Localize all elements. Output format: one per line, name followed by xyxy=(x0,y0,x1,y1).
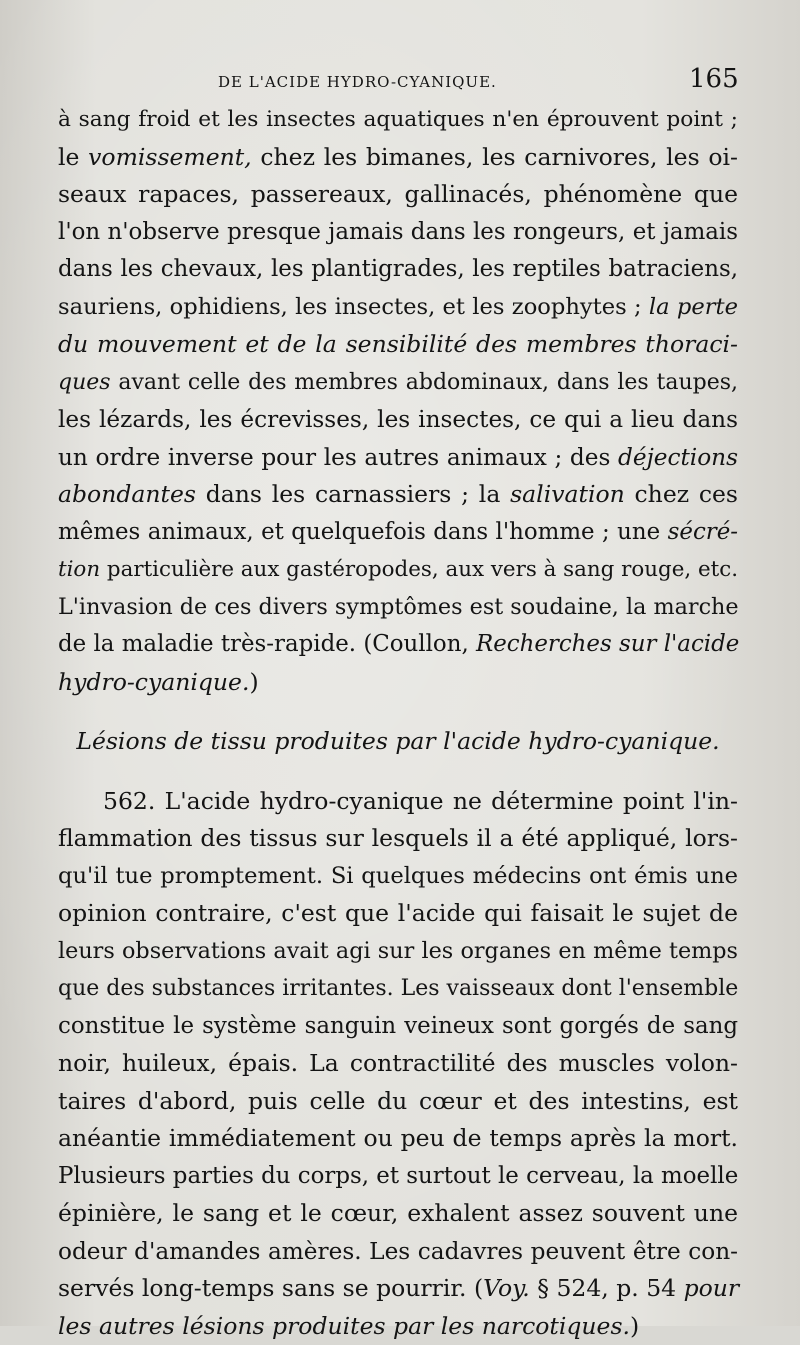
text-segment: chez les bimanes, les carnivores, les oi- xyxy=(252,143,738,171)
paragraph-symptoms xyxy=(58,101,738,701)
italic-text: abondantes xyxy=(58,480,196,508)
text-segment: que des substances irritantes. Les vaisseaux dont l'ensemble xyxy=(58,976,738,1001)
italic-text: les autres lésions produites par les narcotiques. xyxy=(58,1312,630,1340)
text-line xyxy=(58,820,738,858)
text-line xyxy=(58,1233,738,1271)
text-segment: sauriens, ophidiens, les insectes, et les zoophytes ; xyxy=(58,294,649,320)
text-line xyxy=(58,1045,738,1083)
text-line xyxy=(58,176,738,214)
italic-text: du mouvement et de la sensibilité des membres thoraci- xyxy=(58,330,738,358)
text-line xyxy=(58,326,738,364)
text-segment: ) xyxy=(630,1312,639,1340)
body-text xyxy=(58,101,738,1345)
text-segment: particulière aux gastéropodes, aux vers à sang rouge, etc. xyxy=(100,557,738,582)
italic-text: Recherches sur l'acide xyxy=(476,631,739,657)
text-segment: anéantie immédiatement ou peu de temps après la mort. xyxy=(58,1124,738,1152)
text-line xyxy=(58,933,738,971)
text-segment: l'on n'observe presque jamais dans les rongeurs, et jamais xyxy=(58,219,738,245)
text-segment: un ordre inverse pour les autres animaux ; des xyxy=(58,444,618,471)
text-segment: § 524, p. 54 xyxy=(530,1274,684,1302)
text-line xyxy=(58,101,738,139)
italic-text: la perte xyxy=(649,294,738,320)
text-segment: noir, huileux, épais. La contractilité des muscles volon- xyxy=(58,1049,738,1077)
text-segment: dans les carnassiers ; la xyxy=(196,480,510,508)
text-segment: les lézards, les écrevisses, les insectes, ce qui a lieu dans xyxy=(58,406,738,433)
text-segment: ) xyxy=(249,668,258,696)
text-segment: flammation des tissus sur lesquels il a été appliqué, lors- xyxy=(58,824,738,852)
text-line xyxy=(58,1308,738,1345)
text-segment: L'invasion de ces divers symptômes est soudaine, la marche xyxy=(58,594,739,620)
text-segment: chez ces xyxy=(625,480,738,508)
text-segment: odeur d'amandes amères. Les cadavres peuvent être con- xyxy=(58,1238,738,1265)
paragraph-lesions xyxy=(58,783,738,1345)
italic-text: tion xyxy=(58,557,100,582)
text-segment: leurs observations avait agi sur les organes en même temps xyxy=(58,938,738,964)
italic-text: sécré- xyxy=(668,519,738,545)
italic-text: hydro-cyanique. xyxy=(58,668,249,696)
text-line xyxy=(58,514,738,552)
text-segment: seaux rapaces, passereaux, gallinacés, phénomène que xyxy=(58,180,738,208)
text-segment: avant celle des membres abdominaux, dans les taupes, xyxy=(111,370,738,395)
text-line xyxy=(58,476,738,514)
text-line xyxy=(58,251,738,289)
text-segment: mêmes animaux, et quelquefois dans l'homme ; une xyxy=(58,519,668,545)
text-segment: le xyxy=(58,143,88,171)
text-segment: dans les chevaux, les plantigrades, les reptiles batraciens, xyxy=(58,256,738,282)
text-line xyxy=(58,1158,738,1196)
text-segment: servés long-temps sans se pourrir. ( xyxy=(58,1274,483,1302)
text-line xyxy=(58,895,738,933)
text-line xyxy=(58,589,738,627)
text-segment: épinière, le sang et le cœur, exhalent assez souvent une xyxy=(58,1199,738,1227)
text-line xyxy=(58,139,738,177)
italic-text: vomissement, xyxy=(88,143,252,171)
italic-text: salivation xyxy=(510,480,625,508)
text-line xyxy=(58,970,738,1008)
text-line xyxy=(58,364,738,402)
text-line xyxy=(58,551,738,589)
text-line xyxy=(58,289,738,327)
text-line xyxy=(58,1008,738,1046)
page-number: 165 xyxy=(689,64,739,94)
text-line xyxy=(58,626,738,664)
text-segment: 562. L'acide hydro-cyanique ne détermine point l'in- xyxy=(103,787,738,815)
text-line xyxy=(58,1120,738,1158)
text-line xyxy=(58,401,738,439)
text-segment: à sang froid et les insectes aquatiques n'en éprouvent point ; xyxy=(58,107,738,132)
italic-text: déjections xyxy=(618,444,738,471)
text-segment: de la maladie très-rapide. (Coullon, xyxy=(58,631,476,657)
italic-text: Voy. xyxy=(483,1274,530,1302)
text-segment: Plusieurs parties du corps, et surtout le cerveau, la moelle xyxy=(58,1163,738,1189)
italic-text: ques xyxy=(58,370,111,395)
page-header xyxy=(0,60,800,100)
text-line xyxy=(58,214,738,252)
text-segment: taires d'abord, puis celle du cœur et des intestins, est xyxy=(58,1087,738,1115)
text-line xyxy=(58,1270,738,1308)
running-title: DE L'ACIDE HYDRO-CYANIQUE. xyxy=(218,73,497,91)
text-line xyxy=(58,439,738,477)
text-line xyxy=(58,858,738,896)
section-heading: Lésions de tissu produites par l'acide hydro-cyanique. xyxy=(58,723,738,761)
text-line xyxy=(58,783,738,821)
text-line xyxy=(58,1195,738,1233)
italic-text: pour xyxy=(684,1274,740,1302)
text-line xyxy=(58,1083,738,1121)
text-segment: qu'il tue promptement. Si quelques médecins ont émis une xyxy=(58,863,738,889)
text-segment: opinion contraire, c'est que l'acide qui faisait le sujet de xyxy=(58,899,738,927)
text-segment: constitue le système sanguin veineux sont gorgés de sang xyxy=(58,1013,738,1039)
text-line xyxy=(58,664,738,702)
